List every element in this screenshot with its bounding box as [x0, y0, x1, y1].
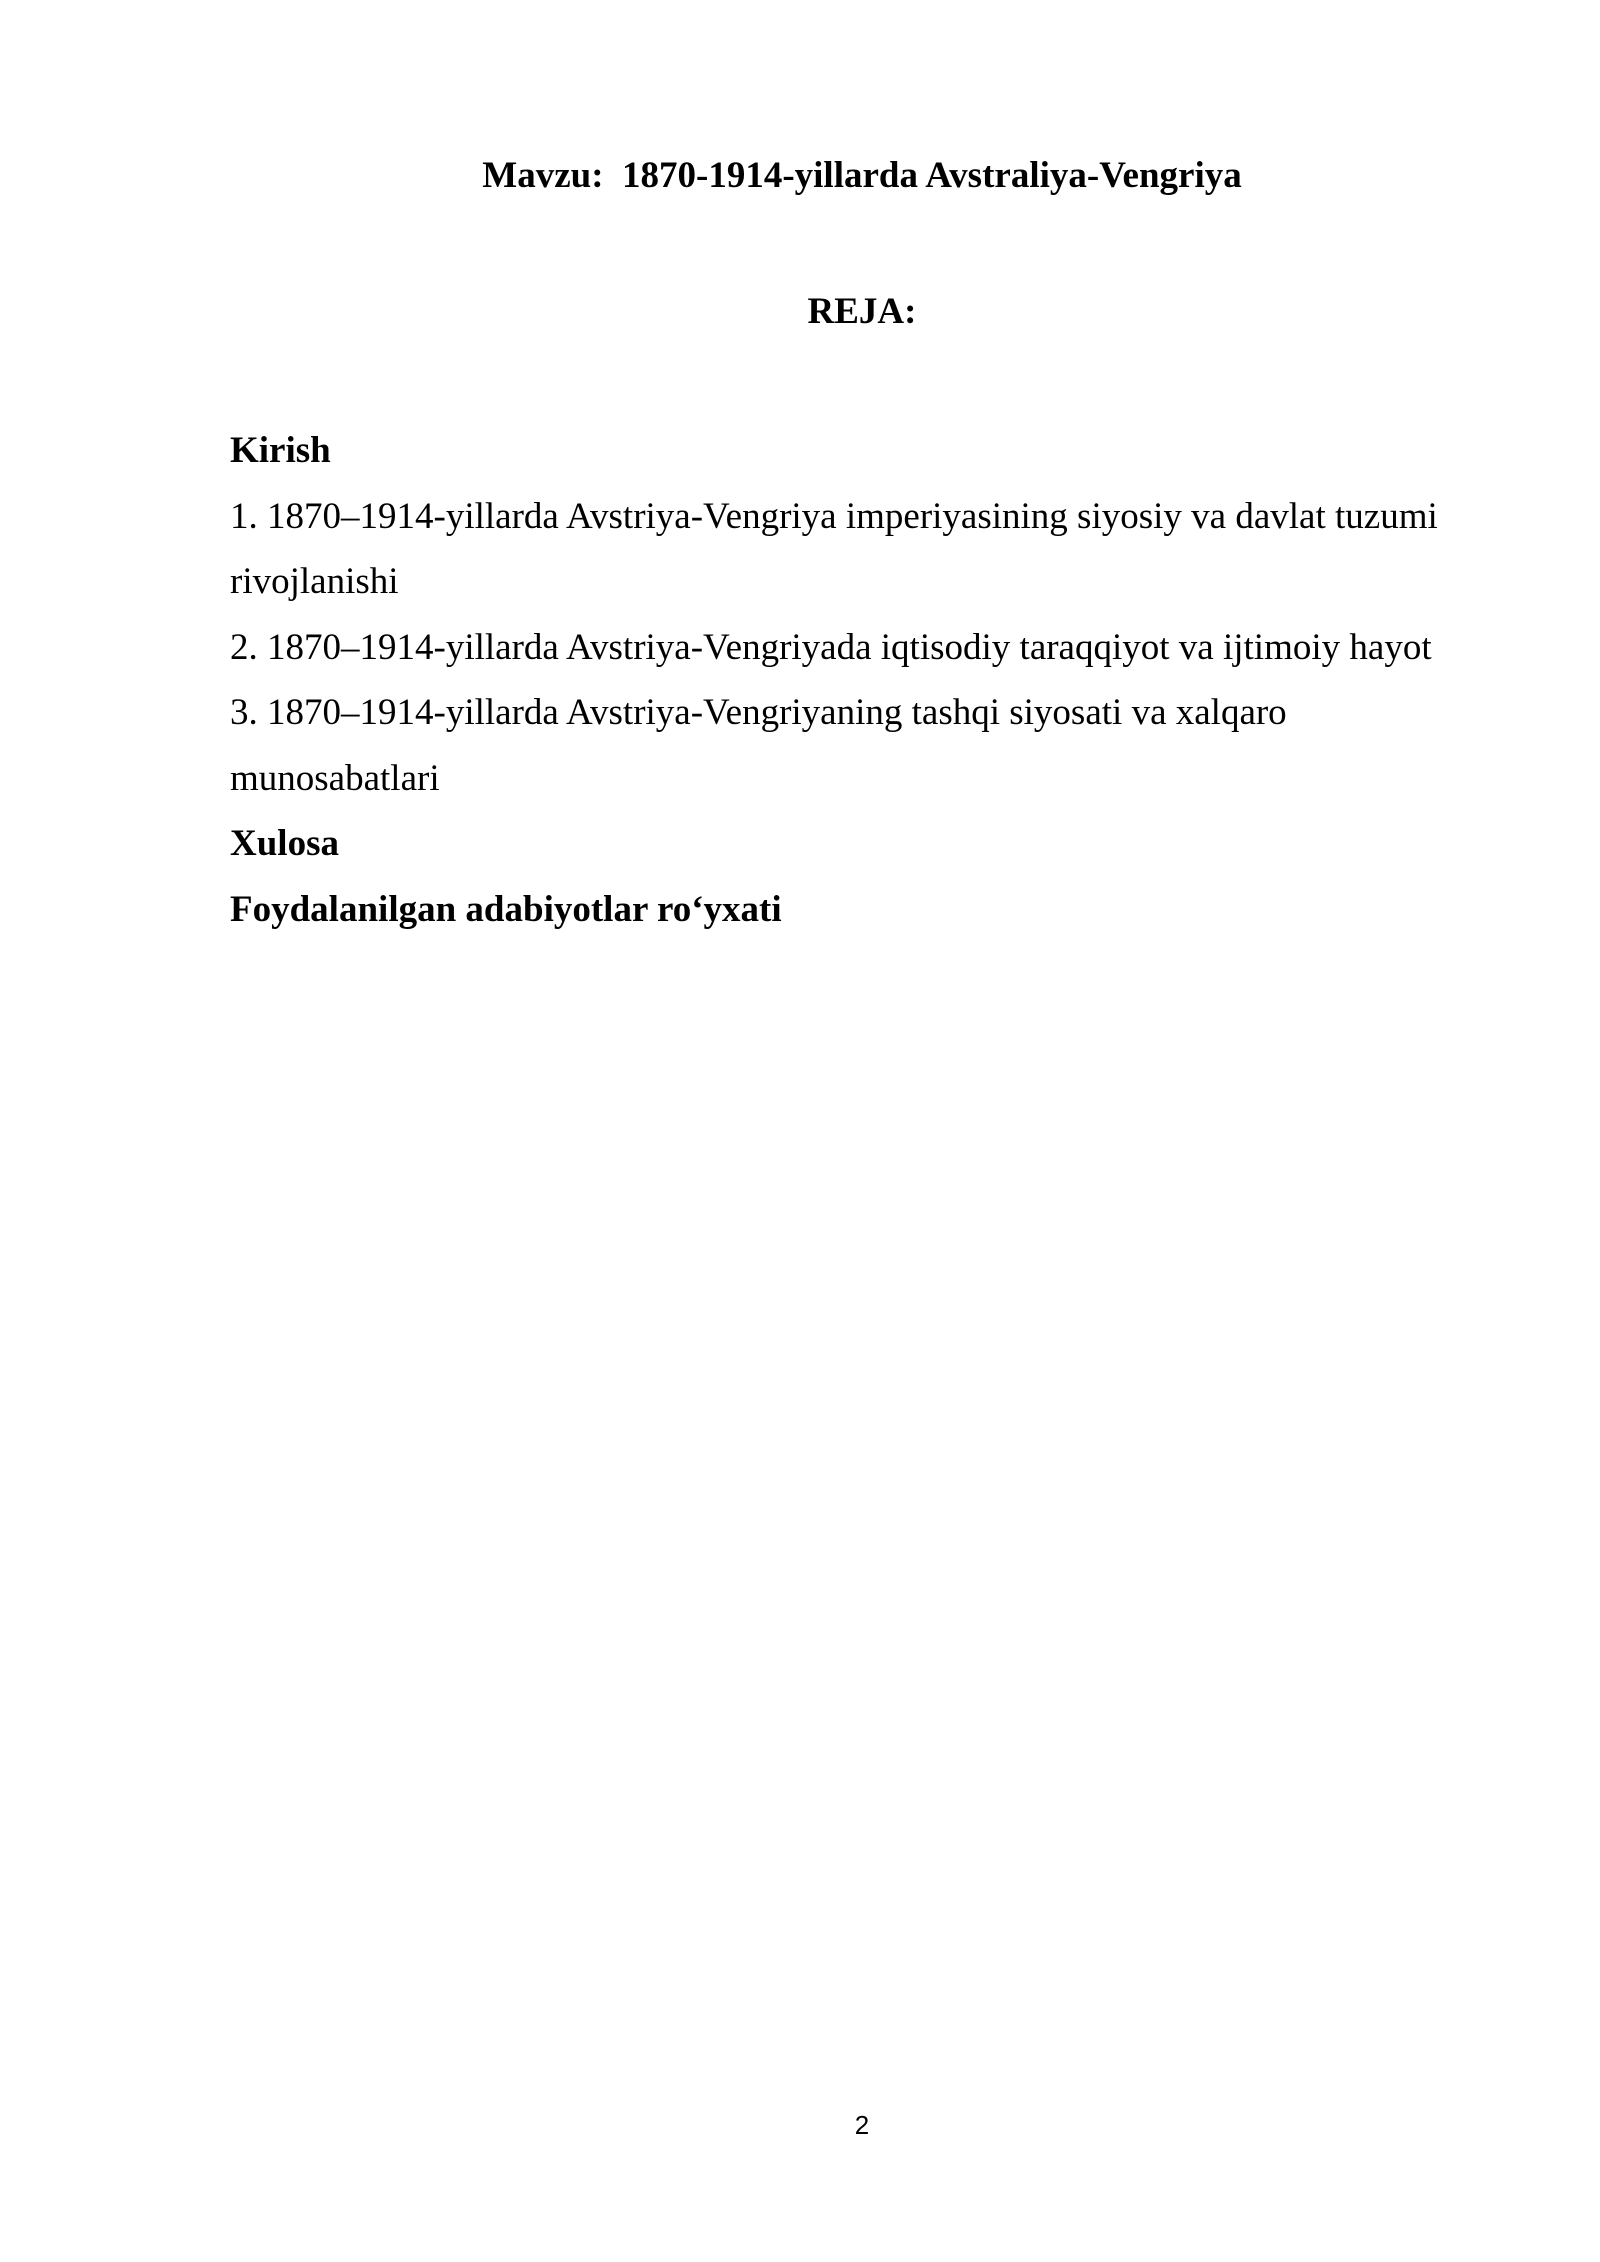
document-title: Mavzu: 1870-1914-yillarda Avstraliya-Vengriya [482, 155, 1242, 196]
plan-item-references: Foydalanilgan adabiyotlar ro‘yxati [230, 888, 782, 930]
plan-item-1-line-2: rivojlanishi [230, 561, 399, 602]
plan-item-3-line-1: 3. 1870–1914-yillarda Avstriya-Vengriyaning tashqi siyosati va xalqaro [230, 692, 1287, 733]
page-number: 2 [854, 2110, 870, 2140]
plan-item-3-line-2: munosabatlari [230, 757, 440, 799]
plan-item-intro: Kirish [230, 430, 331, 471]
plan-list [230, 418, 1480, 942]
plan-heading: REJA: [807, 291, 917, 332]
plan-item-conclusion: Xulosa [230, 823, 339, 864]
plan-item-2: 2. 1870–1914-yillarda Avstriya-Vengriyada iqtisodiy taraqqiyot va ijtimoiy hayot [230, 626, 1432, 668]
plan-item-1-line-1: 1. 1870–1914-yillarda Avstriya-Vengriya imperiyasining siyosiy va davlat tuzumi [230, 495, 1438, 537]
